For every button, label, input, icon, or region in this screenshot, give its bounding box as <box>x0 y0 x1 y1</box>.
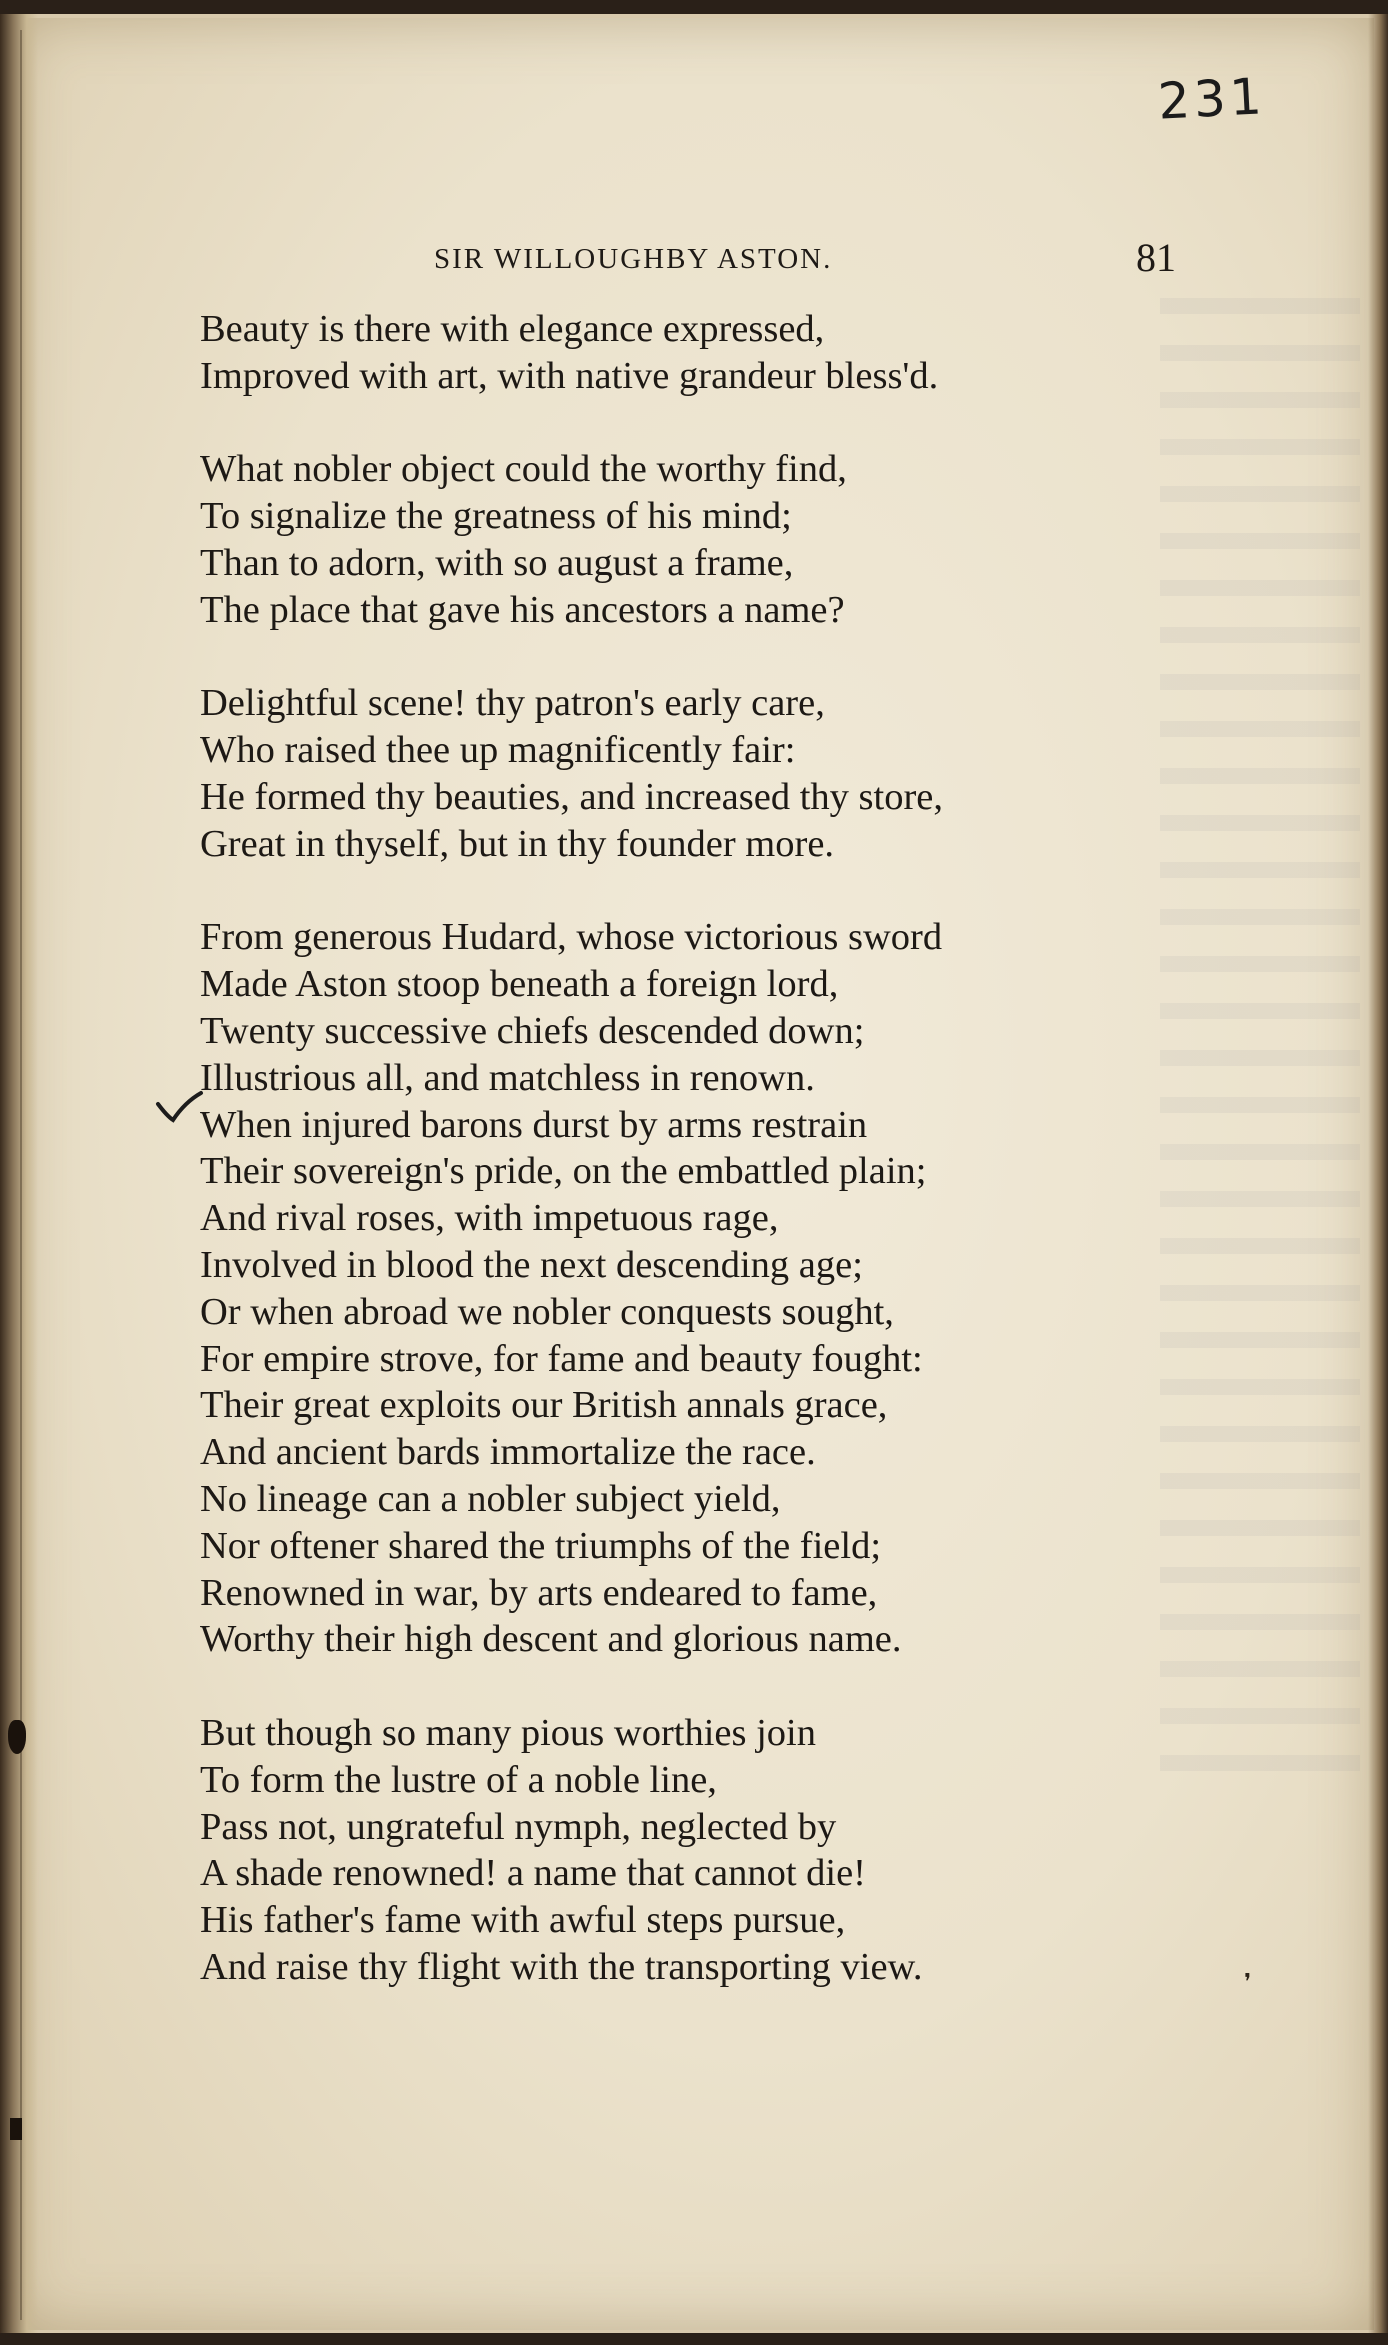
poem-line: His father's fame with awful steps pursue, <box>200 1899 846 1942</box>
page-right-edge <box>1368 0 1388 2345</box>
poem-line: Pass not, ungrateful nymph, neglected by <box>200 1805 837 1848</box>
poem-line: Great in thyself, but in thy founder more. <box>200 822 835 865</box>
poem-line: Involved in blood the next descending age; <box>200 1243 863 1286</box>
poem-line: To form the lustre of a noble line, <box>200 1758 717 1801</box>
poem-line: From generous Hudard, whose victorious sword <box>200 916 943 959</box>
poem-line: He formed thy beauties, and increased thy store, <box>200 775 944 818</box>
poem-line: Who raised thee up magnificently fair: <box>200 729 796 772</box>
poem-stanza <box>200 680 1200 867</box>
spine-damage-mark <box>8 1720 26 1754</box>
poem-stanza <box>200 1710 1200 1991</box>
pencil-tick-mark-icon <box>155 1090 205 1124</box>
poem-line: But though so many pious worthies join <box>200 1711 816 1754</box>
poem-line: A shade renowned! a name that cannot die! <box>200 1852 867 1895</box>
poem-line: The place that gave his ancestors a name? <box>200 588 845 631</box>
poem-line: Twenty successive chiefs descended down; <box>200 1009 865 1052</box>
poem-line: To signalize the greatness of his mind; <box>200 495 792 538</box>
poem-line: No lineage can a nobler subject yield, <box>200 1477 781 1520</box>
poem-line: For empire strove, for fame and beauty fought: <box>200 1337 923 1380</box>
gutter-fold-line <box>20 30 22 2320</box>
poem-stanza <box>200 306 1200 400</box>
poem-line: When injured barons durst by arms restrain <box>200 1103 868 1146</box>
poem-line: Than to adorn, with so august a frame, <box>200 541 794 584</box>
poem-line: Beauty is there with elegance expressed, <box>200 308 825 350</box>
running-head-title: SIR WILLOUGHBY ASTON. <box>434 243 833 275</box>
poem-line: Their great exploits our British annals grace, <box>200 1384 888 1427</box>
poem-line: Worthy their high descent and glorious name. <box>200 1618 902 1661</box>
poem-line: And raise thy flight with the transporting view. <box>200 1945 923 1988</box>
poem-line: Renowned in war, by arts endeared to fame, <box>200 1571 878 1614</box>
poem-line: Their sovereign's pride, on the embattled plain; <box>200 1150 927 1193</box>
page-bottom-edge <box>0 2333 1388 2345</box>
poem-line: Delightful scene! thy patron's early care, <box>200 682 825 725</box>
poem-line: Improved with art, with native grandeur bless'd. <box>200 354 939 397</box>
poem-line: Nor oftener shared the triumphs of the field; <box>200 1524 882 1567</box>
poem-line: Illustrious all, and matchless in renown. <box>200 1056 815 1099</box>
spine-damage-mark <box>10 2118 22 2140</box>
poem-line: Or when abroad we nobler conquests sought, <box>200 1290 894 1333</box>
ink-speck-icon: ❜ <box>1244 1970 1252 1995</box>
poem-stanza <box>200 446 1200 633</box>
handwritten-folio-number: 231 <box>1156 67 1267 131</box>
page-number: 81 <box>1136 235 1176 280</box>
poem-line: And rival roses, with impetuous rage, <box>200 1197 779 1240</box>
poem-line: Made Aston stoop beneath a foreign lord, <box>200 963 839 1006</box>
book-spine-gutter <box>0 0 38 2345</box>
poem-line: And ancient bards immortalize the race. <box>200 1431 816 1474</box>
poem-stanza <box>200 914 1200 1663</box>
page-top-edge <box>0 0 1388 14</box>
poem-body <box>200 306 1200 2037</box>
poem-line: What nobler object could the worthy find, <box>200 448 847 491</box>
